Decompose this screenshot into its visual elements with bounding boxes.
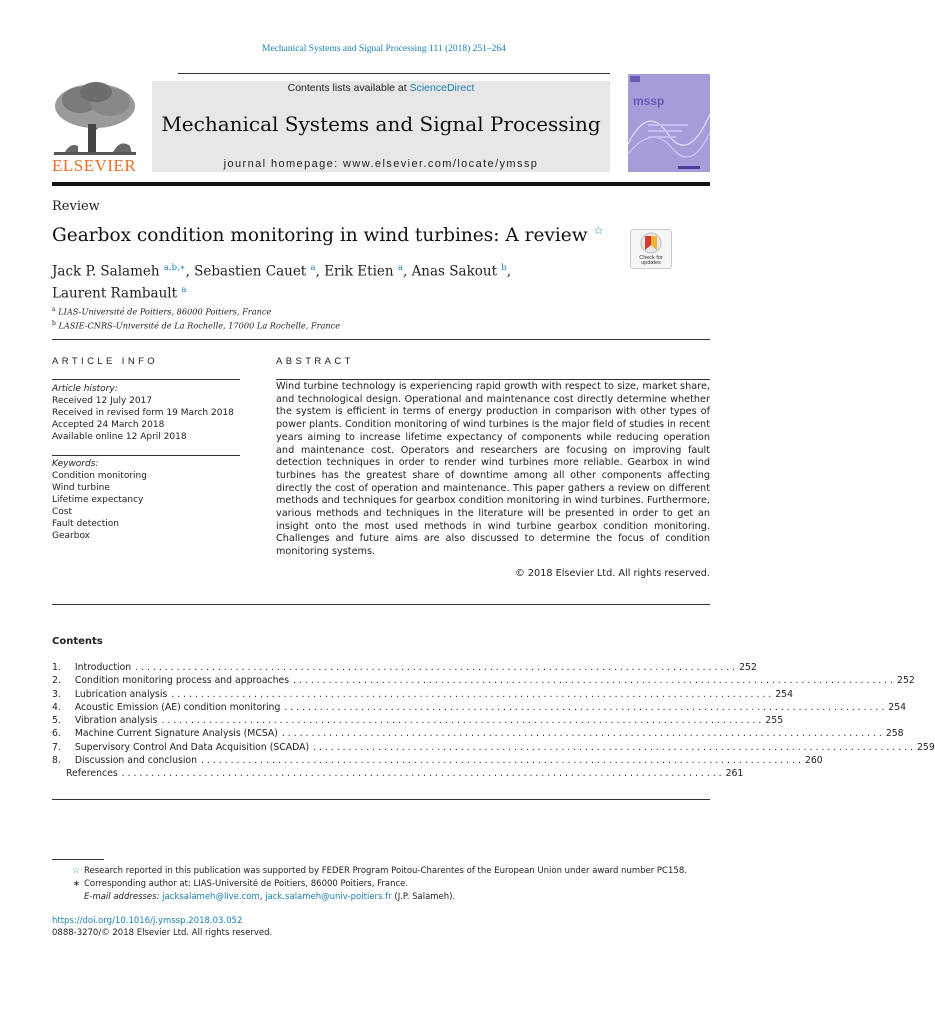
keyword: Condition monitoring — [52, 471, 147, 481]
header-rule — [178, 73, 610, 74]
journal-homepage[interactable]: journal homepage: www.elsevier.com/locate/ymssp — [223, 158, 539, 170]
toc-entry[interactable]: 6. Machine Current Signature Analysis (MCSA) . . . . . . . . . . . . . . . . . . . . . . . . . . . . . . . . . . . . . . . . . . . . . . . . . . . . . . . . . . . . . . . . . . . . . . . . . . . . . . . . . . . . . . . . . . . . . . . . . . . . . . 258 — [52, 728, 904, 740]
corresponding-footnote: ∗ Corresponding author at: LIAS-Université de Poitiers, 86000 Poitiers, France. — [72, 879, 409, 889]
toc-entry[interactable]: References . . . . . . . . . . . . . . . . . . . . . . . . . . . . . . . . . . . . . . . . . . . . . . . . . . . . . . . . . . . . . . . . . . . . . . . . . . . . . . . . . . . . . . . . . . . . . . . . . . . . . . 261 — [66, 768, 744, 780]
doi-link[interactable]: https://doi.org/10.1016/j.ymssp.2018.03.052 — [52, 916, 243, 926]
issn-copyright: 0888-3270/© 2018 Elsevier Ltd. All rights reserved. — [52, 928, 273, 938]
keyword: Lifetime expectancy — [52, 495, 144, 505]
author-name[interactable]: Jack P. Salameh — [52, 263, 160, 280]
keyword: Cost — [52, 507, 73, 517]
divider — [276, 379, 710, 380]
divider — [52, 455, 240, 456]
author-affiliation-mark[interactable]: a — [397, 263, 403, 273]
keyword: Wind turbine — [52, 483, 110, 493]
author-name[interactable]: Laurent Rambault — [52, 285, 178, 301]
article-history — [52, 383, 234, 443]
funding-footnote: ☆ Research reported in this publication was supported by FEDER Program Poitou-Charentes of the European Union under award number PC158. — [72, 866, 687, 876]
divider — [52, 799, 710, 800]
footnote-rule — [52, 859, 104, 860]
toc-entry[interactable]: 7. Supervisory Control And Data Acquisition (SCADA) . . . . . . . . . . . . . . . . . . . . . . . . . . . . . . . . . . . . . . . . . . . . . . . . . . . . . . . . . . . . . . . . . . . . . . . . . . . . . . . . . . . . . . . . . . . . . . . . . . . . . . 259 — [52, 741, 935, 753]
article-section: Review — [52, 199, 100, 214]
author-name[interactable]: Sebastien Cauet — [194, 263, 307, 280]
toc-entry[interactable]: 8. Discussion and conclusion . . . . . . . . . . . . . . . . . . . . . . . . . . . . . . . . . . . . . . . . . . . . . . . . . . . . . . . . . . . . . . . . . . . . . . . . . . . . . . . . . . . . . . . . . . . . . . . . . . . . . . 260 — [52, 755, 823, 767]
toc-entry[interactable]: 3. Lubrication analysis . . . . . . . . . . . . . . . . . . . . . . . . . . . . . . . . . . . . . . . . . . . . . . . . . . . . . . . . . . . . . . . . . . . . . . . . . . . . . . . . . . . . . . . . . . . . . . . . . . . . . . 254 — [52, 688, 793, 700]
keyword: Fault detection — [52, 519, 119, 529]
history-label: Article history: — [52, 384, 118, 394]
toc-entry[interactable]: 1. Introduction . . . . . . . . . . . . . . . . . . . . . . . . . . . . . . . . . . . . . . . . . . . . . . . . . . . . . . . . . . . . . . . . . . . . . . . . . . . . . . . . . . . . . . . . . . . . . . . . . . . . . . 252 — [52, 662, 757, 673]
journal-title: Mechanical Systems and Signal Processing — [161, 112, 601, 136]
title-footnote-mark[interactable]: ☆ — [593, 224, 604, 237]
divider — [52, 379, 240, 380]
check-for-updates-badge[interactable] — [630, 229, 672, 269]
affiliations — [52, 304, 340, 331]
history-item: Received in revised form 19 March 2018 — [52, 408, 234, 418]
author-affiliation-mark[interactable]: a — [181, 284, 187, 295]
email-link[interactable]: jacksalameh@live.com — [162, 892, 260, 902]
email-link[interactable]: jack.salameh@univ-poitiers.fr — [265, 892, 392, 902]
cover-title: mssp — [633, 94, 665, 108]
bookmark-icon — [631, 230, 671, 256]
cover-wave-icon — [628, 74, 710, 172]
abstract-text: Wind turbine technology is experiencing rapid growth with respect to size, market share, and technological design. Operational and maintenance cost directly determine whether the system is efficient in terms of energy production in comparison with other types of power plants. Condition monitoring of wind turbines is the major field of studies in recent years aiming to increase lifetime expectancy of components while reducing operation and maintenance cost. Operators and researchers are focusing on improving fault detection techniques in order to render wind turbines more reliable. Gearbox in wind turbines has the greatest share of downtime among all other components affecting directly the cost of operation and maintenance. This paper gathers a review on different methods and techniques for gearbox condition monitoring in wind turbines. Furthermore, various methods and techniques in the literature will be presented in order to get an insight onto the most used methods in wind turbine gearbox condition monitoring. Challenges and future aims are also discussed to determine the focus of condition monitoring systems. — [276, 381, 710, 558]
abstract-copyright: © 2018 Elsevier Ltd. All rights reserved. — [515, 568, 710, 579]
author-affiliation-mark[interactable]: a,b,∗ — [163, 263, 186, 273]
elsevier-wordmark: ELSEVIER — [52, 156, 137, 175]
contents-heading: Contents — [52, 636, 103, 647]
affiliation: $^a$ LIAS-Université de Poitiers, 86000 Poitiers, France — [52, 306, 272, 317]
history-item: Accepted 24 March 2018 — [52, 420, 165, 430]
header-divider — [52, 182, 710, 186]
author-affiliation-mark[interactable]: a — [310, 263, 316, 273]
article-title: Gearbox condition monitoring in wind turbines: A review ☆ — [52, 224, 604, 247]
toc-entry[interactable]: 5. Vibration analysis . . . . . . . . . . . . . . . . . . . . . . . . . . . . . . . . . . . . . . . . . . . . . . . . . . . . . . . . . . . . . . . . . . . . . . . . . . . . . . . . . . . . . . . . . . . . . . . . . . . . . . 255 — [52, 715, 784, 727]
article-info-heading: ARTICLE INFO — [52, 356, 159, 367]
divider — [52, 604, 710, 605]
email-footnote: E-mail addresses: jacksalameh@live.com, jack.salameh@univ-poitiers.fr (J.P. Salameh). — [84, 892, 456, 902]
divider — [52, 339, 710, 340]
footnotes — [52, 865, 712, 904]
author-list: Jack P. Salameh $^{a,b,∗}$, Sebastien Cauet $^a$, Erik Etien $^a$, Anas Sakout $^b$, Laurent Rambault $^a$ — [52, 263, 512, 301]
affiliation: $^b$ LASIE-CNRS-Université de La Rochelle, 17000 La Rochelle, France — [52, 319, 341, 331]
contents-available: Contents lists available at ScienceDirect — [287, 82, 475, 94]
journal-reference[interactable]: Mechanical Systems and Signal Processing 111 (2018) 251–264 — [262, 44, 506, 54]
badge-label: Check for updates — [639, 255, 663, 266]
keywords-label: Keywords: — [52, 459, 99, 469]
toc-entry[interactable]: 4. Acoustic Emission (AE) condition monitoring . . . . . . . . . . . . . . . . . . . . . . . . . . . . . . . . . . . . . . . . . . . . . . . . . . . . . . . . . . . . . . . . . . . . . . . . . . . . . . . . . . . . . . . . . . . . . . . . . . . . . . 254 — [52, 701, 907, 713]
author-name[interactable]: Anas Sakout — [411, 263, 497, 280]
abstract-heading: ABSTRACT — [276, 356, 354, 367]
history-item: Received 12 July 2017 — [52, 396, 153, 406]
author-affiliation-mark[interactable]: b — [501, 263, 507, 273]
author-name[interactable]: Erik Etien — [324, 263, 394, 280]
keyword: Gearbox — [52, 531, 90, 541]
toc-entry[interactable]: 2. Condition monitoring process and approaches . . . . . . . . . . . . . . . . . . . . . . . . . . . . . . . . . . . . . . . . . . . . . . . . . . . . . . . . . . . . . . . . . . . . . . . . . . . . . . . . . . . . . . . . . . . . . . . . . . . . . . 252 — [52, 675, 915, 687]
sciencedirect-link[interactable]: ScienceDirect — [409, 82, 475, 94]
history-item: Available online 12 April 2018 — [52, 432, 187, 442]
keywords — [52, 458, 147, 542]
journal-cover[interactable] — [628, 74, 710, 172]
table-of-contents — [52, 661, 935, 781]
